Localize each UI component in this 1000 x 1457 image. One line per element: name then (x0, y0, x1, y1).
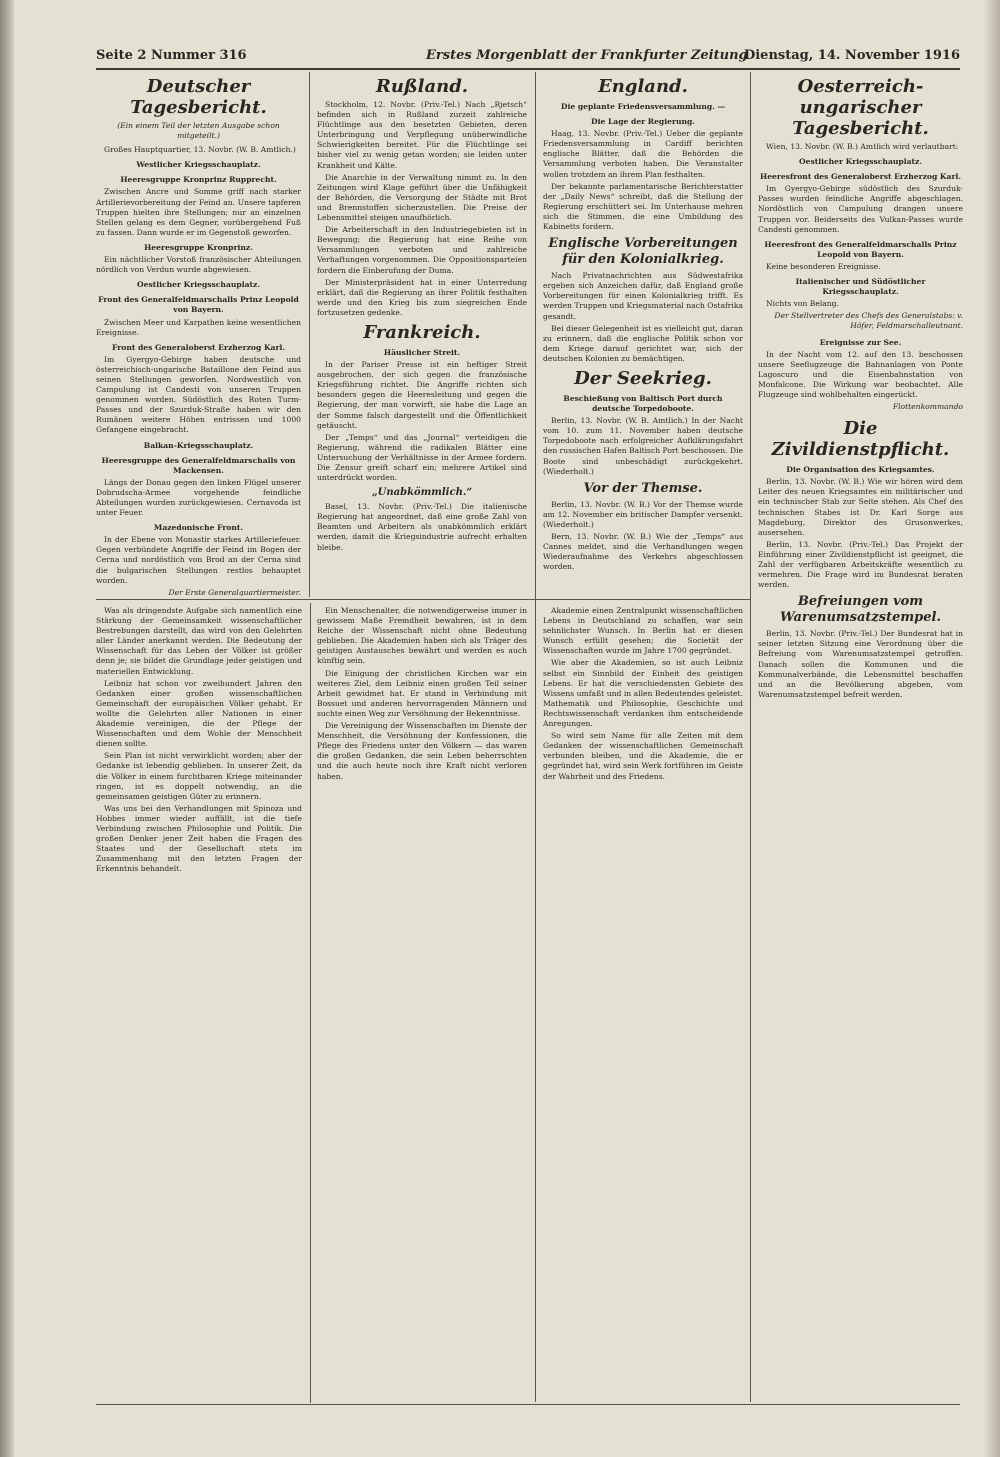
column-rule (310, 603, 311, 1403)
signature: Der Erste Generalquartiermeister. (168, 587, 301, 596)
paragraph: Der „Temps“ und das „Journal“ verteidigen die Regierung, während die radikalen Blätter eine Untersuchung der Verhältnisse in der Armee fordern. Die Zensur greift scharf ein; mehrere Artikel sind unterdrückt worden. (317, 432, 527, 483)
paragraph: Basel, 13. Novbr. (Priv.-Tel.) Die italienische Regierung hat angeordnet, daß eine große Zahl von Beamten und Arbeitern als unabkömmlich erklärt werden, damit die Kriegsindustrie aufrecht erhalten bleibe. (317, 502, 527, 552)
paragraph: In der Pariser Presse ist ein heftiger Streit ausgebrochen, der sich gegen die französische Kriegsführung richtet. Die Angriffe richten sich besonders gegen die Heeresleitung und gegen die Regierung, der man vorwirft, sie habe die Lage an der Somme falsch dargestellt und die Öffentlichkeit getäuscht. (317, 360, 527, 430)
subheading: Heeresgruppe Kronprinz Rupprecht. (120, 175, 277, 185)
paragraph: Sein Plan ist nicht verwirklicht worden; aber der Gedanke ist lebendig geblieben. In unserer Zeit, da die Völker in einem furchtbaren Kriege miteinander ringen, ist es doppelt notwendig, an die gemeinsamen geistigen Güter zu erinnern. (96, 751, 302, 801)
headline: Befreiungen vom Warenumsatzstempel. (780, 594, 941, 626)
subheading: Westlicher Kriegsschauplatz. (136, 160, 261, 170)
headline: Die Zivildienstpflicht. (771, 418, 950, 461)
subheading: Beschießung von Baltisch Port durch deutsche Torpedoboote. (563, 393, 723, 414)
headline: Oesterreich-ungarischer Tagesbericht. (792, 76, 929, 139)
page-number: Seite 2 Nummer 316 (96, 48, 247, 63)
paragraph: Haag, 13. Novbr. (Priv.-Tel.) Ueber die geplante Friedensversammlung in Cardiff berichten englische Blätter, daß die Behörden die Versammlung verboten haben. Die Veranstalter wollen trotzdem an ihrem Plan festhalten. (543, 129, 743, 179)
paragraph: Wie aber die Akademien, so ist auch Leibniz selbst ein Sinnbild der Einheit des geistigen Lebens. Er hat die verschiedensten Gebiete des Wissens umfaßt und in allen Bedeutendes geleistet. Mathematik und Philosophie, Geschichte und Rechtswissenschaft verdanken ihm entscheidende Anregungen. (543, 658, 743, 729)
paragraph: Die Anarchie in der Verwaltung nimmt zu. In den Zeitungen wird Klage geführt über die Unfähigkeit der Behörden, die Versorgung der Städte mit Brot und Brennstoffen sicherzustellen. Die Preise der Lebensmittel steigen unaufhörlich. (317, 172, 527, 223)
subheading: Oestlicher Kriegsschauplatz. (799, 157, 922, 167)
paragraph: In der Nacht vom 12. auf den 13. beschossen unsere Seeflugzeuge die Bahnanlagen von Ponte Lagoscuro und die Eisenbahnstation von Monfalcone. Die Wirkung war beobachtet. Alle Flugzeuge sind wohlbehalten eingerückt. (758, 349, 963, 399)
paragraph: Leibniz hat schon vor zweihundert Jahren den Gedanken einer großen wissenschaftlichen Gemeinschaft der europäischen Völker gehabt. Er wollte die Gelehrten aller Nationen in einer Akademie vereinigen, die der Pflege der Wissenschaften und dem Wohle der Menschheit dienen sollte. (96, 678, 302, 749)
paragraph: Längs der Donau gegen den linken Flügel unserer Dobrudscha-Armee vorgehende feindliche Abteilungen wurden zurückgewiesen. Cernavoda ist unter Feuer. (96, 477, 301, 518)
feature-column-3 (543, 606, 743, 1401)
paragraph: So wird sein Name für alle Zeiten mit dem Gedanken der wissenschaftlichen Gemeinschaft verbunden bleiben, und die Akademie, die er gegründet hat, wird sein Werk fortführen im Geiste der Wahrheit und des Friedens. (543, 731, 743, 781)
subheading: Heeresfront des Generalfeldmarschalls Prinz Leopold von Bayern. (764, 239, 957, 259)
headline: Deutscher Tagesbericht. (130, 76, 267, 118)
paragraph: Zwischen Ancre und Somme griff nach starker Artillerievorbereitung der Feind an. Unsere tapferen Truppen hielten ihre Stellungen; nur an einzelnen Stellen gelang es dem Gegner, vorübergehend Fuß zu fassen. Dann wurde er im Gegenstoß geworfen. (96, 187, 301, 237)
headline: England. (598, 76, 688, 97)
dek: (Ein einem Teil der letzten Ausgabe schon mitgeteilt.) (117, 121, 280, 141)
masthead (96, 46, 960, 70)
subheading: Häuslicher Streit. (383, 347, 461, 357)
headline: Englische Vorbereitungen für den Kolonialkrieg. (548, 236, 738, 268)
headline: Der Seekrieg. (574, 367, 712, 389)
paragraph: Ein Menschenalter, die notwendigerweise immer in gewissem Maße Fremdheit bewahren, ist in dem Reiche der Wissenschaft nicht ohne Bedeutung geblieben. Die Akademien haben sich als Träger des geistigen Austausches bewährt und werden es auch künftig sein. (317, 606, 527, 666)
paragraph: Akademie einen Zentralpunkt wissenschaftlichen Lebens in Deutschland zu schaffen, war sein sehnlichster Wunsch. In Berlin hat er diesen Wunsch erfüllt gesehen; die Societät der Wissenschaften wurde im Jahre 1700 gegründet. (543, 606, 743, 656)
headline: Rußland. (375, 76, 469, 97)
subheading: Ereignisse zur See. (819, 337, 902, 347)
subheading: Heeresfront des Generaloberst Erzherzog Karl. (760, 172, 961, 182)
paragraph: Die Einigung der christlichen Kirchen war ein weiteres Ziel, dem Leibniz einen großen Teil seiner Arbeit gewidmet hat. Er stand in Verbindung mit Bossuet und anderen hervorragenden Männern und suchte einen Weg zur Versöhnung der Bekenntnisse. (317, 668, 527, 718)
feature-column-1 (96, 606, 302, 1401)
paragraph: Berlin, 13. Novbr. (W. B. Amtlich.) In der Nacht vom 10. zum 11. November haben deutsche Torpedoboote nach erfolgreicher Aufklärungsfahrt den russischen Hafen Baltisch Port beschossen. Die Boote sind unbeschädigt zurückgekehrt. (Wiederholt.) (543, 416, 743, 476)
column-rule (750, 72, 751, 1402)
paragraph: Nichts von Belang. (766, 299, 839, 309)
subheading: Front des Generaloberst Erzherzog Karl. (112, 342, 285, 352)
signature: Flottenkommando (892, 402, 963, 412)
column-russland-frankreich (317, 72, 527, 596)
column-rule (535, 72, 536, 1402)
paragraph: Was uns bei den Verhandlungen mit Spinoza und Hobbes immer wieder auffällt, ist die tiefe Verbindung zwischen Philosophie und Politik. Die großen Denker jener Zeit haben die Fragen des Staates und der Gesellschaft stets im Zusammenhang mit den letzten Fragen der Erkenntnis behandelt. (96, 803, 302, 874)
subheading: Front des Generalfeldmarschalls Prinz Leopold von Bayern. (98, 295, 299, 315)
paragraph: Bei dieser Gelegenheit ist es vielleicht gut, daran zu erinnern, daß die englische Politik schon vor dem Kriege darauf gerichtet war, sich der deutschen Kolonien zu bemächtigen. (543, 323, 743, 363)
headline: Frankreich. (363, 321, 481, 343)
signature: Der Stellvertreter des Chefs des Generalstabs: v. Höfer, Feldmarschalleutnant. (774, 311, 963, 331)
subheading: Die Lage der Regierung. (591, 117, 695, 127)
paragraph: Berlin, 13. Novbr. (Priv.-Tel.) Der Bundesrat hat in seiner letzten Sitzung eine Verordnung über die Befreiung vom Warenumsatzstempel getroffen. Danach sollen die Kommunen und die Kommunalverbände, die Lebensmittel beschaffen und an die Bevölkerung abgeben, vom Warenumsatzstempel befreit werden. (758, 629, 963, 699)
paragraph: Bern, 13. Novbr. (W. B.) Wie der „Temps“ aus Cannes meldet, sind die Verhandlungen wegen Wiederaufnahme des Verkehrs abgeschlossen worden. (543, 532, 743, 572)
paragraph: Was als dringendste Aufgabe sich namentlich eine Stärkung der Gemeinsamkeit wissenschaftlicher Bestrebungen darstellt, das wird von den Gelehrten aller Länder anerkannt werden. Die Bedeutung der Wissenschaft für das Leben der Völker ist größer denn je; sie bildet die Grundlage jeder geistigen und materiellen Entwicklung. (96, 606, 302, 676)
paragraph: Berlin, 13. Novbr. (Priv.-Tel.) Das Projekt der Einführung einer Zivildienstpflicht ist geeignet, die Zahl der verfügbaren Arbeitskräfte wesentlich zu vermehren. Die Frage wird im Bundesrat beraten werden. (758, 539, 963, 590)
issue-date: Dienstag, 14. November 1916 (743, 48, 960, 63)
paragraph: Der bekannte parlamentarische Berichterstatter der „Daily News“ schreibt, daß die Stellung der Regierung erschüttert sei. Im Unterhause mehren sich die Stimmen, die eine Umbildung des Kabinetts fordern. (543, 181, 743, 232)
headline: „Unabkömmlich.“ (371, 487, 473, 499)
paragraph: Zwischen Meer und Karpathen keine wesentlichen Ereignisse. (96, 317, 301, 337)
dateline: Wien, 13. Novbr. (W. B.) Amtlich wird verlautbart: (766, 142, 959, 151)
subheading: Die geplante Friedensversammlung. — (560, 102, 726, 111)
dateline: Großes Hauptquartier, 13. Novbr. (W. B. Amtlich.) (104, 145, 296, 155)
paragraph: Stockholm, 12. Novbr. (Priv.-Tel.) Nach „Rjetsch“ befinden sich in Rußland zurzeit zahlreiche Flüchtlinge aus den besetzten Gebieten, deren Unterbringung und Verpflegung unüberwindliche Schwierigkeiten bereitet. Für die Flüchtlinge sei bisher viel zu wenig getan worden; sie leiden unter Krankheit und Kälte. (317, 100, 527, 170)
paragraph: In der Ebene von Monastir starkes Artilleriefeuer. Gegen verbündete Angriffe der Feind im Bogen der Cerna und nordöstlich von Brod an der Cerna sind die bulgarischen Stellungen restlos behauptet worden. (96, 535, 301, 585)
subheading: Die Organisation des Kriegsamtes. (786, 465, 935, 475)
subheading: Heeresgruppe Kronprinz. (144, 242, 253, 252)
subheading: Balkan-Kriegsschauplatz. (143, 440, 254, 450)
paragraph: Ein nächtlicher Vorstoß französischer Abteilungen nördlich von Verdun wurde abgewiesen. (96, 255, 301, 275)
column-rule (309, 72, 310, 597)
feature-column-2 (317, 606, 527, 1401)
headline: Vor der Themse. (583, 480, 703, 496)
paragraph: Im Gyergyo-Gebirge haben deutsche und österreichisch-ungarische Bataillone den Feind aus seinen Stellungen geworfen. Nordwestlich von Campulung ist Candesti von unseren Truppen genommen worden. Südöstlich des Roten Turm-Passes und der Szurduk-Straße haben wir den Rumänen weitere Höhen entrissen und 1000 Gefangene eingebracht. (96, 354, 301, 435)
section-rule (96, 1404, 960, 1405)
subheading: Mazedonische Front. (153, 523, 244, 533)
column-deutscher-tagesbericht (96, 72, 301, 596)
paragraph: Berlin, 13. Novbr. (W. B.) Wie wir hören wird dem Leiter des neuen Kriegsamtes ein militärischer und ein technischer Stab zur Seite stehen. Als Chef des technischen Stabes ist Dr. Karl Sorge aus Magdeburg, Direktor des Grusonwerkes, ausersehen. (758, 477, 963, 537)
subheading: Italienischer und Südöstlicher Kriegsschauplatz. (795, 277, 926, 297)
paragraph: Nach Privatnachrichten aus Südwestafrika ergeben sich Anzeichen dafür, daß England große Vorbereitungen für einen Kolonialkrieg trifft. Es werden Truppen und Kriegsmaterial nach Ostafrika gesandt. (543, 271, 743, 321)
paragraph: Berlin, 13. Novbr. (W. B.) Vor der Themse wurde am 12. November ein britischer Dampfer versenkt. (Wiederholt.) (543, 499, 743, 529)
paragraph: Der Ministerpräsident hat in einer Unterredung erklärt, daß die Regierung an ihrer Politik festhalten werde und den Krieg bis zum siegreichen Ende fortzusetzen gedenke. (317, 277, 527, 317)
column-england-seekrieg (543, 72, 743, 596)
paragraph: Die Arbeiterschaft in den Industriegebieten ist in Bewegung; die Regierung hat eine Reihe von Versammlungen verboten und zahlreiche Verhaftungen vorgenommen. Die Oppositionsparteien fordern die Einberufung der Duma. (317, 225, 527, 275)
paragraph: Keine besonderen Ereignisse. (766, 261, 881, 271)
subheading: Heeresgruppe des Generalfeldmarschalls von Mackensen. (101, 455, 296, 475)
paragraph: Die Vereinigung der Wissenschaften im Dienste der Menschheit, die Versöhnung der Konfessionen, die Pflege des Friedens unter den Völkern — das waren die großen Gedanken, die sein Leben beherrschten und die auch heute noch ihre Kraft nicht verloren haben. (317, 721, 527, 781)
column-oesterreich-zivildienst (758, 72, 963, 1400)
newspaper-title: Erstes Morgenblatt der Frankfurter Zeitung (426, 48, 748, 63)
section-rule (96, 599, 750, 600)
subheading: Oestlicher Kriegsschauplatz. (137, 280, 260, 290)
paragraph: Im Gyergyo-Gebirge südöstlich des Szurduk-Passes wurden feindliche Angriffe abgeschlagen. Nordöstlich von Campulung drangen unsere Truppen vor. Beiderseits des Vulkan-Passes wurde Candesti genommen. (758, 184, 963, 234)
